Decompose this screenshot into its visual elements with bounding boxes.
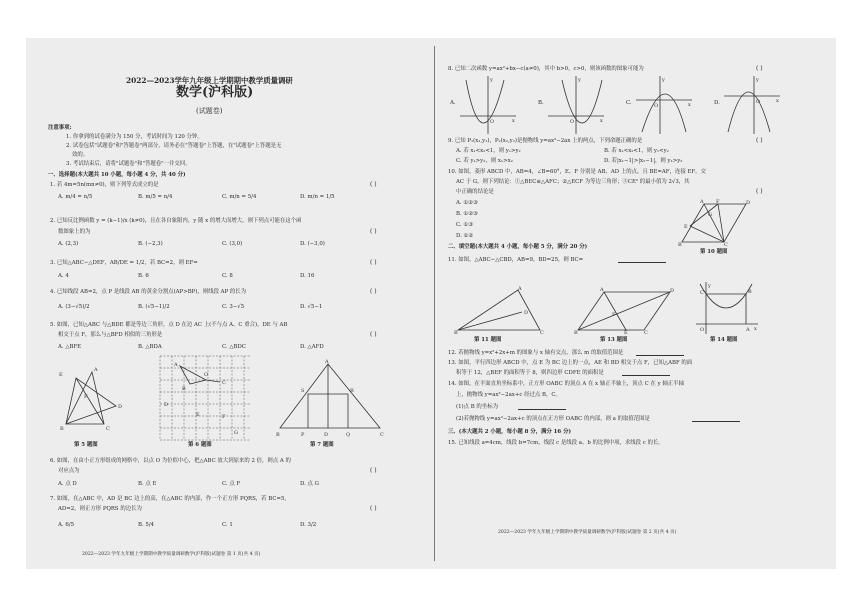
option: A. 点 D [58, 481, 77, 487]
option: D. △AFD [300, 344, 324, 350]
option: B. 点 E [138, 481, 157, 487]
page-footer: 2022—2023 学年九年级上学期期中教学质量调研数学(沪科版)试题卷 第 1 页(共 4 页) [82, 552, 261, 557]
question-14-cont: 上，抛物线 y=ax²−2ax+c 经过点 B，C。 [456, 392, 561, 398]
option: B. 若 x₁<x₂<1，则 y₁<y₂ [604, 148, 669, 154]
option: C. [626, 100, 632, 106]
option: B. (−2,3) [138, 241, 163, 247]
svg-text:E: E [59, 372, 63, 378]
option: B. 6 [138, 273, 149, 279]
svg-text:O: O [700, 327, 705, 333]
svg-text:y: y [708, 283, 711, 289]
option: C. △BDC [222, 344, 246, 350]
svg-text:C: C [380, 432, 384, 438]
svg-text:D: D [324, 432, 329, 438]
svg-text:D: D [670, 288, 675, 294]
option: D. √5−1 [300, 304, 323, 310]
svg-text:G: G [708, 212, 712, 218]
option: C. (3,0) [222, 241, 243, 247]
figure-5-caption: 第 5 题图 [74, 442, 98, 448]
figure-7 [276, 360, 386, 436]
option: D. 若|x₁−1|>|x₂−1|，则 y₁>y₂ [604, 158, 683, 164]
question-7: 7. 如图，在△ABC 中，AD 是 BC 边上的高，在△ABC 的内部，作一个正方形 PQRS，若 BC=5， [50, 496, 290, 502]
option: C. m/n = 5/4 [222, 194, 257, 200]
exam-sheet [26, 38, 836, 569]
option: D. (−3,0) [300, 241, 325, 247]
option: A. (3−√5)/2 [58, 304, 90, 310]
svg-text:C: C [222, 380, 226, 386]
svg-text:y: y [490, 77, 493, 83]
answer-paren: ( ) [370, 467, 377, 474]
option: A. ①②③ [456, 200, 478, 206]
svg-text:O: O [490, 119, 495, 125]
svg-text:O: O [654, 103, 659, 109]
question-14: 14. 如图，在平面直角坐标系中，正方形 OABC 的顶点 A 在 x 轴正半轴上，顶点 C 在 y 轴正半轴 [448, 381, 684, 387]
answer-blank[interactable] [518, 404, 566, 410]
page-left [26, 38, 430, 569]
answer-paren: ( ) [756, 188, 763, 195]
figure-11-caption: 第 11 题图 [474, 337, 502, 343]
answer-paren: ( ) [370, 259, 377, 266]
question-2-cont: 数图象上的为 [58, 229, 91, 235]
svg-text:x: x [688, 102, 691, 108]
figure-13-caption: 第 13 题图 [600, 337, 628, 343]
option: C. 点 F [222, 481, 241, 487]
exam-header: 2022—2023学年九年级上学期期中教学质量调研 [126, 76, 293, 85]
question-10-cont: AC 于 G，则下列结论：①△BEC≌△AFC；②△ECF 为等边三角形；③CE² 的最小值为 2√3，其 [456, 179, 690, 185]
section-2-heading: 二、填空题(本大题共 4 小题，每小题 5 分，满分 20 分) [448, 244, 588, 250]
question-10-cont: 中正确的结论是 [456, 189, 494, 195]
question-13: 13. 如图，平行四边形 ABCD 中，点 E 为 BC 边上的一点，AE 和 BD 相交于点 F，已知△ABF 的面 [448, 360, 693, 366]
svg-text:E: E [684, 224, 688, 230]
option: B. m/5 = n/4 [138, 194, 173, 200]
option: C. 8 [222, 273, 233, 279]
answer-paren: ( ) [370, 505, 377, 512]
svg-text:B: B [60, 426, 64, 432]
q8-graph-c [636, 76, 692, 134]
svg-text:D: D [118, 404, 123, 410]
svg-text:B: B [748, 289, 752, 295]
option: A. 若 x₁<x₂<1，则 y₁>y₂ [456, 148, 521, 154]
option: B. △BDA [138, 344, 162, 350]
answer-paren: ( ) [370, 288, 377, 295]
svg-text:Q: Q [346, 432, 351, 438]
svg-text:F: F [222, 414, 226, 420]
figure-14 [696, 282, 758, 334]
question-11: 11. 如图，△ABC∽△CBD，AB=9，BD=25，则 BC= [448, 257, 584, 263]
svg-text:A: A [174, 362, 178, 368]
svg-text:A: A [325, 359, 329, 365]
answer-paren: ( ) [370, 181, 377, 188]
option: D. m/n = 1/5 [300, 194, 335, 200]
option: A. 4 [58, 273, 69, 279]
option: B. [538, 100, 544, 106]
question-10: 10. 如图，菱形 ABCD 中，AB=4，∠B=60°，E、F 分别是 AB、AD 上的点，且 BE=AF，连接 EF，交 [448, 169, 706, 175]
answer-paren: ( ) [370, 331, 377, 338]
svg-text:G: G [234, 430, 238, 436]
question-13-cont: 积等于 12，△BEF 的面积等于 8，则四边形 CDFE 的面积是 [456, 370, 604, 376]
option: A. [450, 100, 456, 106]
figure-10 [678, 198, 750, 246]
svg-text:C: C [106, 426, 110, 432]
question-7-cont: AD=2，则正方形 PQRS 的边长为 [58, 506, 142, 512]
answer-blank[interactable] [618, 257, 666, 263]
svg-text:A: A [518, 286, 522, 292]
svg-text:D: D [164, 402, 169, 408]
option: C. ①③ [456, 222, 474, 228]
option: B. (√5−1)/2 [138, 304, 170, 310]
option: C. 若 y₁>y₂，则 x₁>x₂ [456, 158, 513, 164]
page-divider [434, 46, 435, 561]
svg-text:D: D [524, 310, 529, 316]
option: B. ①②③ [456, 211, 478, 217]
question-1: 1. 若 4m=5n(mn≠0)，则下列等式成立的是 [50, 182, 159, 188]
notes-title: 注意事项: [48, 125, 72, 131]
figure-6-caption: 第 6 题图 [188, 442, 212, 448]
svg-text:B: B [182, 386, 186, 392]
question-5-cont: 相交于点 F，那么与△BFD 相似的三角形是 [58, 332, 163, 338]
svg-text:A: A [746, 327, 750, 333]
figure-10-caption: 第 10 题图 [700, 249, 728, 255]
question-12: 12. 若抛物线 y=x²+2x+m 的图象与 x 轴有交点，那么 m 的取值范围是 [448, 350, 624, 356]
svg-text:F: F [84, 394, 88, 400]
svg-text:B: B [574, 330, 578, 336]
svg-text:S: S [301, 388, 305, 394]
question-4: 4. 已知线段 AB=2，点 P 是线段 AB 的黄金分割点(AP>BP)，则线段 AP 的长为 [50, 289, 247, 295]
svg-text:A: A [700, 199, 704, 205]
figure-11 [454, 286, 544, 334]
svg-text:E: E [196, 412, 200, 418]
figure-7-caption: 第 7 题图 [310, 442, 334, 448]
svg-text:F: F [716, 199, 720, 205]
option: B. 5/4 [138, 522, 155, 528]
svg-text:P: P [301, 432, 305, 438]
q8-graph-b [548, 76, 604, 134]
question-6-cont: 对应点为 [58, 468, 80, 474]
question-6: 6. 如图，在由小正方形组成的网格中，以点 O 为位似中心，把△ABC 放大到原来的 2 倍，则点 A 的 [50, 458, 291, 464]
option: A. (2,3) [58, 241, 79, 247]
answer-paren: ( ) [370, 228, 377, 235]
option: D. 16 [300, 273, 315, 279]
answer-paren: ( ) [756, 137, 763, 144]
answer-blank[interactable] [636, 350, 684, 356]
svg-text:B: B [678, 242, 682, 248]
q8-graph-a [460, 76, 516, 134]
q8-graph-d [724, 76, 780, 134]
note-line: 1. 你拿到的试卷满分为 150 分，考试时间为 120 分钟。 [66, 134, 203, 140]
question-15: 15. 已知线段 a=4cm，线段 b=7cm，线段 c 是线段 a、b 的比例中项，求线段 c 的长。 [448, 440, 664, 446]
option: D. 点 G [300, 481, 319, 487]
note-line: 效的。 [72, 152, 89, 158]
exam-subtitle: (试题卷) [196, 107, 223, 115]
svg-text:E: E [624, 330, 628, 336]
svg-text:D: D [746, 200, 751, 206]
svg-text:y: y [578, 77, 581, 83]
question-8: 8. 已知二次函数 y=ax²+bx−c(a≠0)，其中 b>0，c>0，则该函数的图象可能为 [448, 66, 644, 72]
svg-text:C: C [644, 330, 648, 336]
question-9: 9. 已知 P₁(x₁,y₁)，P₂(x₂,y₂)是抛物线 y=ax²−2ax 上的两点，下列命题正确的是 [448, 138, 643, 144]
question-14-part2: (2)若抛物线 y=ax²−2ax+c 的顶点在正方形 OABC 的内部，则 a 的取值范围是 [456, 416, 650, 422]
answer-paren: ( ) [756, 65, 763, 72]
svg-text:x: x [776, 98, 779, 104]
answer-blank[interactable] [692, 416, 740, 422]
question-2: 2. 已知反比例函数 y = (k−1)/x (k≠0)，且在各自象限内，y 随 x 的增大而增大，则下列点可能在这个函 [50, 218, 302, 224]
svg-text:F: F [612, 312, 616, 318]
option: D. [714, 100, 720, 106]
question-5: 5. 如图，已知△ABC 与△BDE 都是等边三角形，点 D 在边 AC 上(不与点 A、C 重合)，DE 与 AB [50, 322, 288, 328]
figure-14-caption: 第 14 题图 [710, 337, 738, 343]
svg-text:y: y [662, 77, 665, 83]
svg-text:y: y [756, 77, 759, 83]
svg-text:R: R [350, 388, 354, 394]
option: D. ①② [456, 233, 474, 239]
page-footer: 2022—2023 学年九年级上学期期中教学质量调研数学(沪科版)试题卷 第 2 页(共 4 页) [498, 530, 677, 535]
question-14-part1: (1)点 B 的坐标为 [456, 404, 498, 410]
section-3-heading: 三、(本大题共 2 小题，每小题 8 分，满分 16 分) [448, 429, 572, 435]
svg-text:C: C [700, 290, 704, 296]
option: A. △BFE [58, 344, 82, 350]
svg-text:A: A [94, 367, 98, 373]
svg-text:x: x [600, 118, 603, 124]
option: C. 3−√5 [222, 304, 245, 310]
figure-13 [574, 288, 674, 334]
option: A. 6/5 [58, 522, 74, 528]
note-line: 3. 考试结束后，请将"试题卷"和"答题卷"一并交回。 [66, 161, 191, 167]
svg-text:O: O [756, 99, 761, 105]
page-right [438, 38, 836, 569]
svg-text:B: B [276, 432, 280, 438]
option: A. m/4 = n/5 [58, 194, 93, 200]
svg-text:C: C [540, 330, 544, 336]
svg-text:A: A [600, 287, 604, 293]
figure-5 [54, 364, 144, 440]
option: D. 3/2 [300, 522, 317, 528]
section-1-heading: 一、选择题(本大题共 10 小题，每小题 4 分，共 40 分) [48, 172, 186, 178]
option: C. 1 [222, 522, 233, 528]
svg-text:x: x [754, 326, 757, 332]
question-3: 3. 已知△ABC∽△DEF，AB/DE = 1/2，若 BC=2，则 EF= [50, 260, 198, 266]
figure-6 [160, 356, 250, 440]
svg-text:x: x [512, 118, 515, 124]
svg-text:O: O [204, 372, 209, 378]
svg-text:O: O [570, 119, 575, 125]
svg-text:C: C [724, 242, 728, 248]
answer-blank[interactable] [622, 370, 670, 376]
note-line: 2. 试卷包括"试题卷"和"答题卷"两部分，请务必在"答题卷"上答题，在"试题卷"上答题是无 [66, 143, 282, 149]
exam-title: 数学(沪科版) [176, 85, 254, 100]
svg-text:B: B [454, 330, 458, 336]
